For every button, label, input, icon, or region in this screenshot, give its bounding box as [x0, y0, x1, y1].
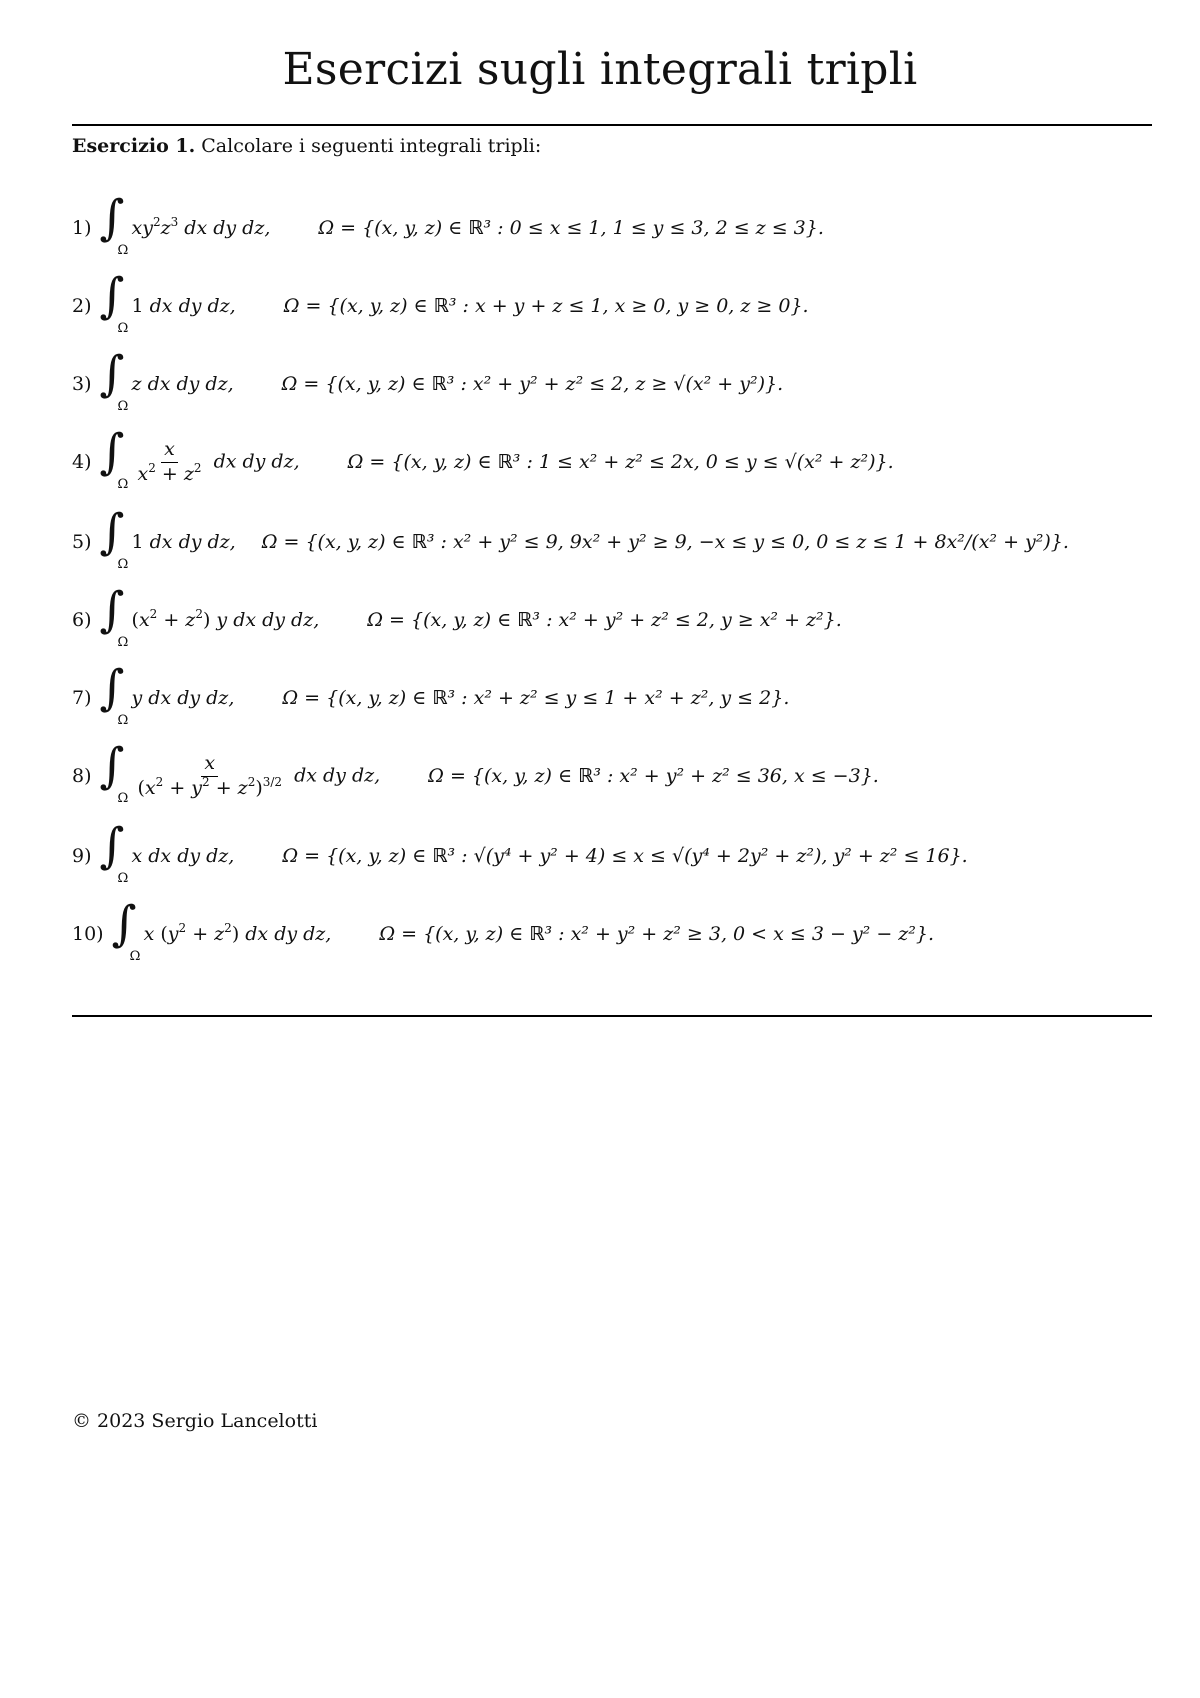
exercise-heading: Esercizio 1. [72, 135, 196, 157]
exercise-intro [72, 135, 541, 157]
exercise-number: 5) [72, 531, 92, 553]
integrand: $xy^2z^3$ dx dy dz, [131, 215, 271, 239]
exercise-8 [72, 738, 1182, 806]
integration-domain: Ω = {(x, y, z) ∈ ℝ³ : x² + y² + z² ≥ 3, 0 < x ≤ 3 − y² − z²}. [379, 923, 935, 945]
exercise-4 [72, 424, 1182, 492]
integration-domain: Ω = {(x, y, z) ∈ ℝ³ : x² + z² ≤ y ≤ 1 + x² + z², y ≤ 2}. [282, 687, 790, 709]
integral-sign-icon: ∫ Ω [99, 268, 129, 336]
integral-sign-icon: ∫ Ω [99, 190, 129, 258]
integrand: x dx dy dz, [131, 845, 235, 867]
integral-sign-icon: ∫ Ω [99, 582, 129, 650]
integral-sign-icon: ∫ Ω [111, 896, 141, 964]
exercise-number: 8) [72, 765, 92, 787]
exercise-number: 6) [72, 609, 92, 631]
copyright-footer: © 2023 Sergio Lancelotti [72, 1410, 318, 1432]
top-rule [72, 124, 1152, 126]
integrand: 1 dx dy dz, [131, 295, 236, 317]
integral-sign-icon: ∫ Ω [99, 660, 129, 728]
integrand: $(x^2 + z^2)$ y dx dy dz, [131, 607, 320, 631]
exercise-number: 1) [72, 217, 92, 239]
integration-domain: Ω = {(x, y, z) ∈ ℝ³ : x + y + z ≤ 1, x ≥ 0, y ≥ 0, z ≥ 0}. [283, 295, 809, 317]
integrand: y dx dy dz, [131, 687, 235, 709]
exercise-number: 10) [72, 923, 104, 945]
integration-domain: Ω = {(x, y, z) ∈ ℝ³ : √(y⁴ + y² + 4) ≤ x ≤ √(y⁴ + 2y² + z²), y² + z² ≤ 16}. [282, 845, 968, 867]
exercise-10 [72, 896, 1182, 964]
exercise-3 [72, 346, 1182, 414]
integral-sign-icon: ∫ Ω [99, 424, 129, 492]
exercise-number: 2) [72, 295, 92, 317]
integrand: $\frac{x}{x^2 + z^2}$ dx dy dz, [137, 437, 300, 485]
integration-domain: Ω = {(x, y, z) ∈ ℝ³ : 1 ≤ x² + z² ≤ 2x, 0 ≤ y ≤ √(x² + z²)}. [347, 451, 894, 473]
integral-sign-icon: ∫ Ω [99, 504, 129, 572]
integration-domain: Ω = {(x, y, z) ∈ ℝ³ : x² + y² + z² ≤ 36, x ≤ −3}. [428, 765, 879, 787]
exercise-2 [72, 268, 1182, 336]
integrand: $\frac{x}{(x^2 + y^2 + z^2)^{3/2}}$ dx dy dz, [137, 751, 381, 799]
bottom-rule [72, 1015, 1152, 1017]
integral-sign-icon: ∫ Ω [99, 738, 129, 806]
exercise-1 [72, 190, 1182, 258]
exercise-number: 3) [72, 373, 92, 395]
exercise-5 [72, 504, 1182, 572]
exercise-9 [72, 818, 1182, 886]
exercise-6 [72, 582, 1182, 650]
integration-domain: Ω = {(x, y, z) ∈ ℝ³ : x² + y² + z² ≤ 2, y ≥ x² + z²}. [367, 609, 842, 631]
exercise-7 [72, 660, 1182, 728]
integration-domain: Ω = {(x, y, z) ∈ ℝ³ : x² + y² + z² ≤ 2, z ≥ √(x² + y²)}. [281, 373, 784, 395]
exercise-prompt: Calcolare i seguenti integrali tripli: [201, 135, 542, 157]
integration-domain: Ω = {(x, y, z) ∈ ℝ³ : x² + y² ≤ 9, 9x² + y² ≥ 9, −x ≤ y ≤ 0, 0 ≤ z ≤ 1 + 8x²/(x² + y²)}. [261, 531, 1069, 553]
exercise-number: 9) [72, 845, 92, 867]
integration-domain: Ω = {(x, y, z) ∈ ℝ³ : 0 ≤ x ≤ 1, 1 ≤ y ≤ 3, 2 ≤ z ≤ 3}. [318, 217, 824, 239]
exercise-number: 7) [72, 687, 92, 709]
integrand: 1 dx dy dz, [131, 531, 236, 553]
page-title: Esercizi sugli integrali tripli [282, 44, 918, 95]
exercise-number: 4) [72, 451, 92, 473]
integrand: x $(y^2 + z^2)$ dx dy dz, [143, 921, 332, 945]
integral-sign-icon: ∫ Ω [99, 346, 129, 414]
integrand: z dx dy dz, [131, 373, 234, 395]
integral-sign-icon: ∫ Ω [99, 818, 129, 886]
